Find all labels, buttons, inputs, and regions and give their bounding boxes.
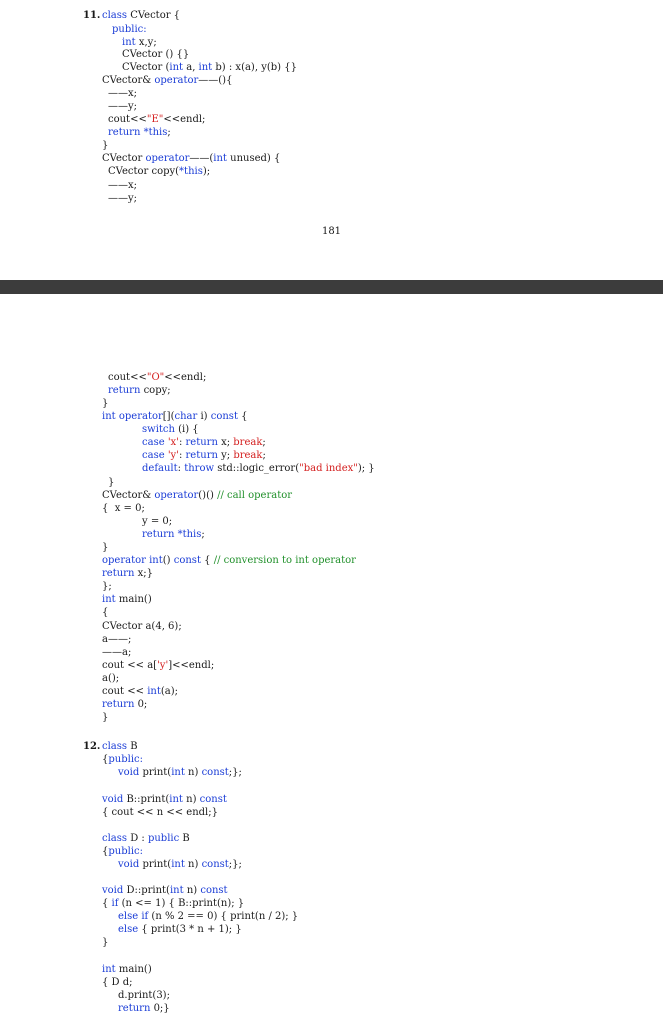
page_top-code-line: public: — [112, 24, 147, 35]
page_bottom-code-line: int operator[](char i) const { — [102, 411, 248, 422]
page_bottom-code-line: void B::print(int n) const — [102, 794, 227, 805]
page-bottom — [0, 294, 663, 1024]
page_bottom-code-line: switch (i) { — [142, 424, 199, 435]
page_bottom-code-line: y = 0; — [142, 516, 173, 527]
page_bottom-code-line: return 0;} — [118, 1003, 170, 1014]
page_bottom-code-line: return *this; — [142, 529, 205, 540]
page_bottom-code-line: a——; — [102, 634, 132, 645]
question-number-11: 11. — [83, 10, 101, 21]
page_bottom-code-line: } — [102, 542, 109, 553]
page_bottom-code-line: { D d; — [102, 977, 133, 988]
page_top-code-line: CVector copy(*this); — [108, 166, 211, 177]
page_bottom-code-line: void print(int n) const;}; — [118, 767, 242, 778]
page_bottom-code-line: } — [102, 398, 109, 409]
page_bottom-code-line: class D : public B — [102, 833, 190, 844]
page_bottom-code-line: CVector& operator()() // call operator — [102, 490, 293, 501]
question-number-12: 12. — [83, 741, 101, 752]
page_bottom-code-line: void print(int n) const;}; — [118, 859, 242, 870]
page_bottom-code-line: }; — [102, 581, 112, 592]
page_bottom-code-line: { x = 0; — [102, 503, 145, 514]
page_top-code-line: CVector () {} — [122, 49, 190, 60]
page_top-code-line: CVector operator——(int unused) { — [102, 153, 281, 164]
page_bottom-code-line: cout << a['y']<<endl; — [102, 660, 215, 671]
page_bottom-code-line: {public: — [102, 754, 143, 765]
page_bottom-code-line: class B — [102, 741, 138, 752]
page_bottom-code-line: default: throw std::logic_error("bad index"); } — [142, 463, 375, 474]
page_bottom-code-line: a(); — [102, 673, 120, 684]
page_top-code-line: ——y; — [108, 101, 138, 112]
page_bottom-code-line: void D::print(int n) const — [102, 885, 228, 896]
page_top-code-line: CVector (int a, int b) : x(a), y(b) {} — [122, 62, 297, 73]
page_bottom-code-line: case 'x': return x; break; — [142, 437, 266, 448]
page_bottom-code-line: ——a; — [102, 647, 132, 658]
page-top — [0, 0, 663, 280]
page_bottom-code-line: operator int() const { // conversion to int operator — [102, 555, 356, 566]
page_bottom-code-line: cout << int(a); — [102, 686, 179, 697]
page_bottom-code-line: return copy; — [108, 385, 171, 396]
page_bottom-code-line: } — [102, 937, 109, 948]
page_bottom-code-line: CVector a(4, 6); — [102, 621, 182, 632]
page_top-code-line: class CVector { — [102, 10, 181, 21]
page_bottom-code-line: { cout << n << endl;} — [102, 807, 218, 818]
page_bottom-code-line: d.print(3); — [118, 990, 170, 1001]
page_bottom-code-line: {public: — [102, 846, 143, 857]
page_top-code-line: int x,y; — [122, 37, 157, 48]
page_top-code-line: return *this; — [108, 127, 171, 138]
page-separator — [0, 280, 663, 294]
page_bottom-code-line: return 0; — [102, 699, 148, 710]
page_bottom-code-line: } — [102, 712, 109, 723]
page_bottom-code-line: } — [108, 477, 115, 488]
page_top-code-line: ——y; — [108, 193, 138, 204]
page_top-code-line: } — [102, 140, 109, 151]
page_bottom-code-line: { — [102, 607, 109, 618]
page_bottom-code-line: int main() — [102, 964, 152, 975]
page_bottom-code-line: int main() — [102, 594, 152, 605]
page_bottom-code-line: return x;} — [102, 568, 153, 579]
page_top-code-line: ——x; — [108, 180, 138, 191]
page_bottom-code-line: cout<<"O"<<endl; — [108, 372, 207, 383]
page_top-code-line: ——x; — [108, 88, 138, 99]
page_bottom-code-line: { if (n <= 1) { B::print(n); } — [102, 898, 245, 909]
page-number: 181 — [321, 226, 342, 237]
page_bottom-code-line: case 'y': return y; break; — [142, 450, 266, 461]
page_bottom-code-line: else { print(3 * n + 1); } — [118, 924, 242, 935]
page_top-code-line: cout<<"E"<<endl; — [108, 114, 206, 125]
page_top-code-line: CVector& operator——(){ — [102, 75, 233, 86]
page_bottom-code-line: else if (n % 2 == 0) { print(n / 2); } — [118, 911, 299, 922]
